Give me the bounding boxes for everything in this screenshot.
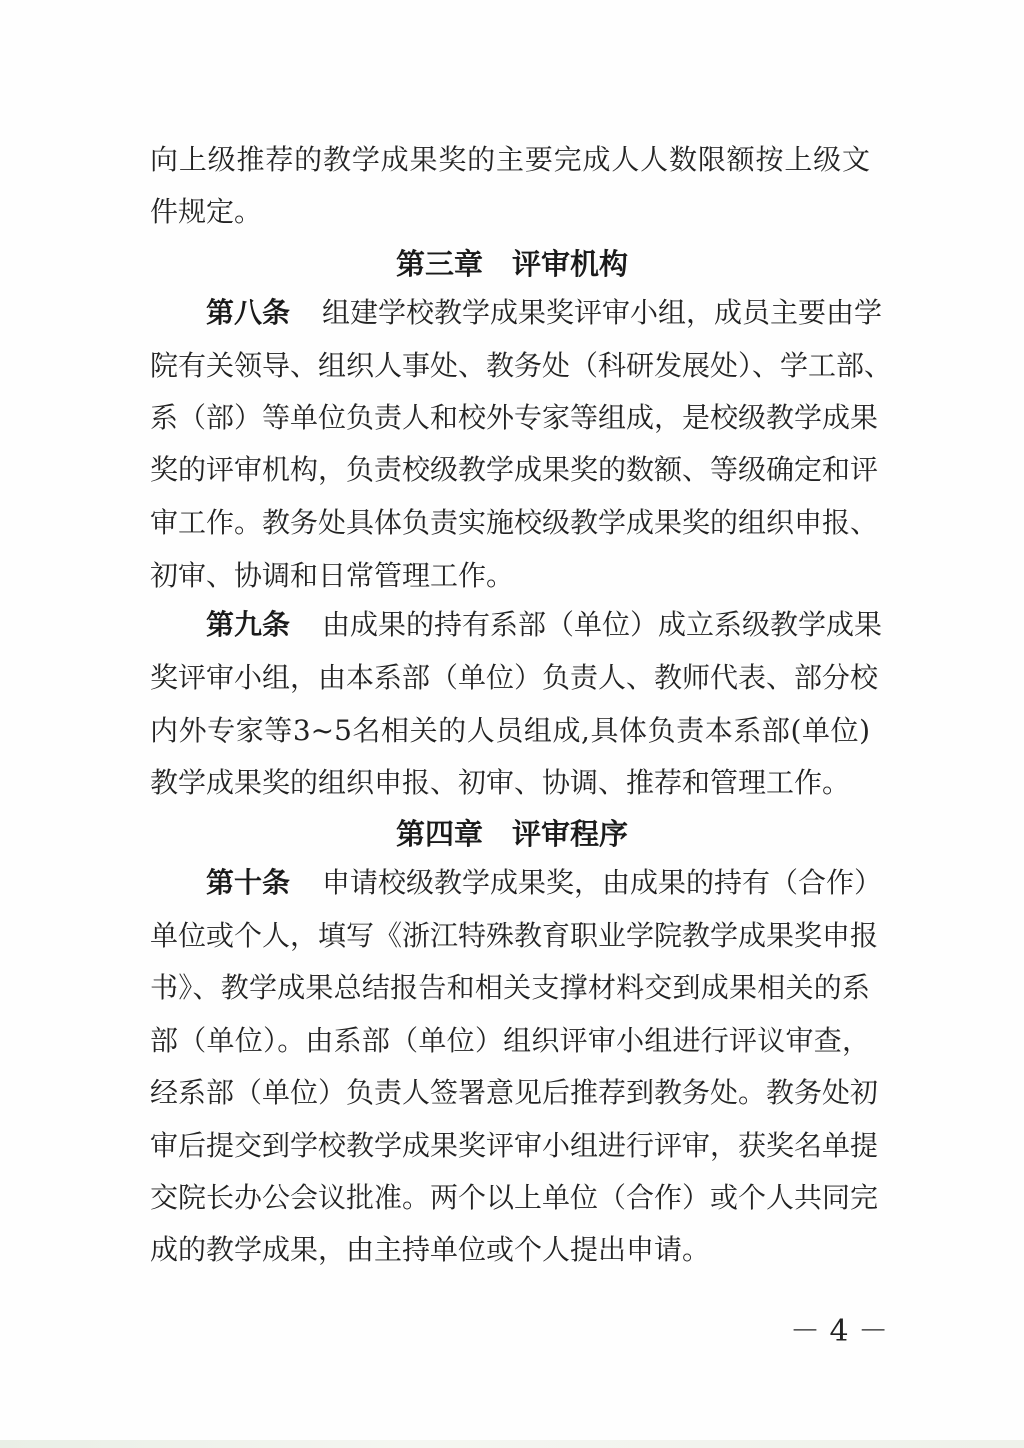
paragraph-line: 奖评审小组，由本系部（单位）负责人、教师代表、部分校 bbox=[150, 661, 879, 694]
paragraph-line: 教学成果奖的组织申报、初审、协调、推荐和管理工作。 bbox=[150, 766, 851, 799]
article-label: 第十条 bbox=[206, 866, 291, 899]
paragraph-line: 审后提交到学校教学成果奖评审小组进行评审，获奖名单提 bbox=[150, 1129, 879, 1162]
paragraph-line: 成的教学成果，由主持单位或个人提出申请。 bbox=[150, 1233, 711, 1266]
paragraph-line: 经系部（单位）负责人签署意见后推荐到教务处。教务处初 bbox=[150, 1076, 879, 1109]
paragraph-line: 书》、教学成果总结报告和相关支撑材料交到成果相关的系 bbox=[150, 971, 870, 1004]
article-label: 第八条 bbox=[206, 296, 291, 329]
article-first-line bbox=[150, 863, 883, 903]
article-text: 由成果的持有系部（单位）成立系级教学成果 bbox=[322, 608, 883, 641]
paragraph-line: 系（部）等单位负责人和校外专家等组成，是校级教学成果 bbox=[150, 401, 879, 434]
article-text: 申请校级教学成果奖，由成果的持有（合作） bbox=[322, 866, 883, 899]
chapter-heading: 第四章 评审程序 bbox=[395, 817, 628, 851]
paragraph-line: 向上级推荐的教学成果奖的主要完成人人数限额按上级文 bbox=[150, 143, 870, 176]
chapter-heading: 第三章 评审机构 bbox=[395, 247, 628, 281]
paragraph-line: 院有关领导、组织人事处、教务处（科研发展处）、学工部、 bbox=[150, 349, 893, 382]
article-label: 第九条 bbox=[206, 608, 291, 641]
page-number: － 4 － bbox=[790, 1314, 889, 1349]
paragraph-line: 交院长办公会议批准。两个以上单位（合作）或个人共同完 bbox=[150, 1181, 879, 1214]
article-text: 组建学校教学成果奖评审小组，成员主要由学 bbox=[322, 296, 883, 329]
scan-edge bbox=[0, 1440, 1024, 1448]
paragraph-line: 内外专家等3~5名相关的人员组成,具体负责本系部(单位) bbox=[150, 714, 870, 747]
paragraph-line: 奖的评审机构，负责校级教学成果奖的数额、等级确定和评 bbox=[150, 453, 879, 486]
paragraph-line: 审工作。教务处具体负责实施校级教学成果奖的组织申报、 bbox=[150, 506, 879, 539]
paragraph-line: 单位或个人，填写《浙江特殊教育职业学院教学成果奖申报 bbox=[150, 919, 879, 952]
paragraph-line: 部（单位）。由系部（单位）组织评审小组进行评议审查， bbox=[150, 1024, 870, 1057]
paragraph-line: 件规定。 bbox=[150, 195, 263, 228]
article-first-line bbox=[150, 605, 883, 645]
article-first-line bbox=[150, 293, 883, 333]
paragraph-line: 初审、协调和日常管理工作。 bbox=[150, 559, 515, 592]
